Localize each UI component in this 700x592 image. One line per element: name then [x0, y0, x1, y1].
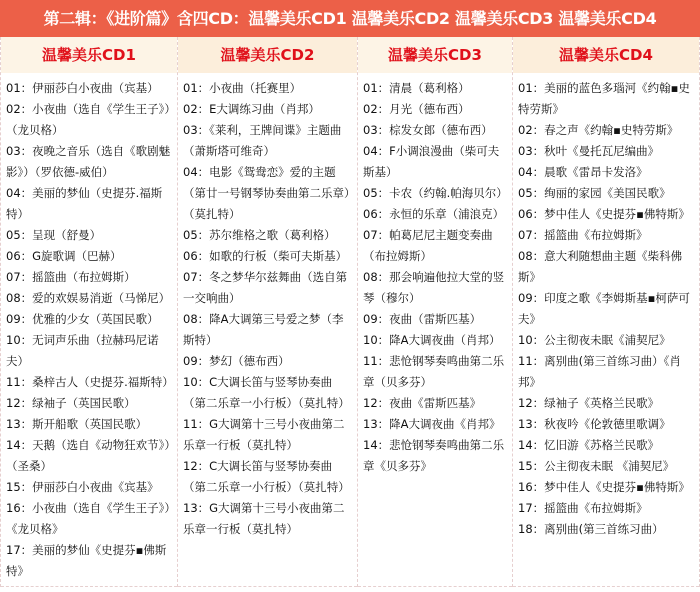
cd1-title: 温馨美乐CD1 [1, 37, 177, 73]
track-item: 06：永恒的乐章（浦浪克） [363, 207, 505, 221]
track-item: 10：公主彻夜未眠《浦契尼》 [518, 333, 671, 347]
cd2-title: 温馨美乐CD2 [178, 37, 357, 73]
track-item: 01：清晨（葛利格） [363, 81, 470, 95]
track-item: 04：晨歌《雷昂卡发洛》 [518, 165, 648, 179]
cd2-track-list [178, 73, 357, 587]
track-item: 09：梦幻（德布西） [183, 354, 290, 368]
track-item: 12：C大调长笛与竖琴协奏曲（第二乐章一小行板）（莫扎特） [183, 459, 350, 494]
track-item: 12：绿袖子（英国民歌） [6, 396, 136, 410]
track-item: 15：伊丽莎白小夜曲《宾基》 [6, 480, 159, 494]
track-item: 17：摇篮曲《布拉姆斯》 [518, 501, 648, 515]
track-item: 05：绚丽的家园《美国民歌》 [518, 186, 671, 200]
track-item: 07：冬之梦华尔兹舞曲（选自第一交响曲） [183, 270, 348, 305]
track-item: 04：F小调浪漫曲（柴可夫斯基） [363, 144, 500, 179]
track-item: 14：忆旧游《苏格兰民歌》 [518, 438, 660, 452]
cd3-title: 温馨美乐CD3 [358, 37, 512, 73]
track-item: 08：爱的欢娱易消逝（马悌尼） [6, 291, 171, 305]
track-item: 01：小夜曲（托赛里） [183, 81, 302, 95]
track-item: 05：呈现（舒曼） [6, 228, 102, 242]
track-item: 06：G旋歌调（巴赫） [6, 249, 122, 263]
cd2-column [178, 37, 358, 587]
track-item: 17：美丽的梦仙《史提芬▪佛斯特》 [6, 543, 167, 578]
track-item: 15：公主彻夜未眠 《浦契尼》 [518, 459, 675, 473]
track-item: 13：降A大调夜曲《肖邦》 [363, 417, 501, 431]
track-item: 18：离别曲(第三首练习曲） [518, 522, 664, 536]
track-item: 08：意大利随想曲主题《柴科佛斯》 [518, 249, 683, 284]
track-item: 03：夜晚之音乐（选自《歌剧魅影》）（罗依德-威伯） [6, 144, 171, 179]
track-item: 01：美丽的蓝色多瑙河《约翰▪史特劳斯》 [518, 81, 690, 116]
track-item: 08：那会响遍他拉大堂的竖琴（穆尔） [363, 270, 505, 305]
track-item: 05：卡农（约翰.帕海贝尔） [363, 186, 508, 200]
cd4-title: 温馨美乐CD4 [513, 37, 699, 73]
cd4-column [513, 37, 700, 587]
track-item: 16：梦中佳人《史提芬▪佛特斯》 [518, 480, 690, 494]
track-item: 05：苏尔维格之歌（葛利格） [183, 228, 336, 242]
track-item: 07：摇篮曲（布拉姆斯） [6, 270, 136, 284]
track-item: 16：小夜曲（选自《学生王子》）《龙贝格》 [6, 501, 171, 536]
track-item: 03：《莱利，王牌间谍》主题曲（萧斯塔可维奇） [183, 123, 342, 158]
track-item: 11：桑梓古人（史提芬.福斯特） [6, 375, 174, 389]
track-item: 06：如歌的行板（柴可夫斯基） [183, 249, 348, 263]
track-item: 14：天鹅（选自《动物狂欢节》）（圣桑） [6, 438, 171, 473]
track-item: 03：棕发女郎（德布西） [363, 123, 493, 137]
cd3-column [358, 37, 513, 587]
track-item: 04：美丽的梦仙（史提芬.福斯特） [6, 186, 163, 221]
track-item: 13：秋夜吟《伦敦德里歌调》 [518, 417, 671, 431]
track-item: 08：降A大调第三号爱之梦（李斯特） [183, 312, 344, 347]
track-item: 02：春之声《约翰▪史特劳斯》 [518, 123, 679, 137]
track-item: 02：E大调练习曲（肖邦） [183, 102, 320, 116]
album-title-banner: 第二辑：《进阶篇》含四CD：温馨美乐CD1 温馨美乐CD2 温馨美乐CD3 温馨美乐CD4 [0, 0, 700, 37]
track-item: 02：小夜曲（选自《学生王子》）（龙贝格） [6, 102, 171, 137]
cd4-track-list [513, 73, 699, 587]
track-item: 04：电影《鸳鸯恋》爱的主题（第廿一号钢琴协奏曲第二乐章）（莫扎特） [183, 165, 350, 221]
cd3-track-list [358, 73, 512, 587]
track-item: 07：摇篮曲《布拉姆斯》 [518, 228, 648, 242]
track-item: 12：夜曲《雷斯匹基》 [363, 396, 482, 410]
track-item: 11：悲怆钢琴奏鸣曲第二乐章（贝多芬） [363, 354, 505, 389]
track-item: 10：C大调长笛与竖琴协奏曲（第二乐章一小行板）（莫扎特） [183, 375, 350, 410]
track-item: 09：夜曲（雷斯匹基） [363, 312, 482, 326]
cd-columns [0, 37, 700, 587]
track-item: 11：G大调第十三号小夜曲第二乐章一行板（莫扎特） [183, 417, 345, 452]
track-item: 02：月光（德布西） [363, 102, 470, 116]
track-item: 06：梦中佳人《史提芬▪佛特斯》 [518, 207, 690, 221]
track-item: 07：帕葛尼尼主题变奏曲（布拉姆斯） [363, 228, 493, 263]
track-item: 13：G大调第十三号小夜曲第二乐章一行板（莫扎特） [183, 501, 345, 536]
cd1-track-list [1, 73, 177, 587]
track-item: 10：降A大调夜曲（肖邦） [363, 333, 501, 347]
cd1-column [0, 37, 178, 587]
track-item: 01：伊丽莎白小夜曲（宾基） [6, 81, 159, 95]
track-item: 10：无词声乐曲（拉赫玛尼诺夫） [6, 333, 159, 368]
track-item: 03：秋叶《曼托瓦尼编曲》 [518, 144, 660, 158]
track-item: 09：印度之歌《李姆斯基▪柯萨可夫》 [518, 291, 690, 326]
track-item: 09：优雅的少女（英国民歌） [6, 312, 159, 326]
track-item: 13：斯开船歌（英国民歌） [6, 417, 148, 431]
track-item: 14：悲怆钢琴奏鸣曲第二乐章《贝多芬》 [363, 438, 505, 473]
track-item: 11：离别曲(第三首练习曲）《肖邦》 [518, 354, 681, 389]
track-item: 12：绿袖子《英格兰民歌》 [518, 396, 660, 410]
